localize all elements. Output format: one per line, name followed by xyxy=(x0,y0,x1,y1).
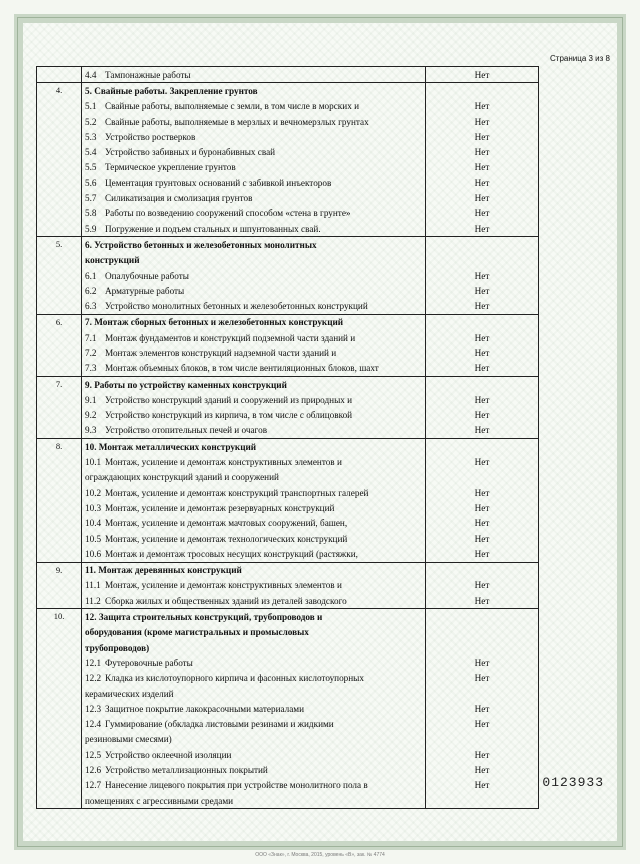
work-item xyxy=(85,144,422,159)
section-row xyxy=(37,439,539,562)
section-works-cell xyxy=(82,237,426,314)
printer-imprint: ООО «Знак», г. Москва, 2015, уровень «В», зак. № 4774 xyxy=(255,852,385,858)
work-item-text: Тампонажные работы xyxy=(105,69,191,80)
work-item xyxy=(85,114,422,129)
work-item-value: Нет xyxy=(474,580,490,591)
work-item-value: Нет xyxy=(474,363,490,374)
serial-number: 0123933 xyxy=(542,775,604,790)
work-item xyxy=(85,283,422,298)
section-header: 12. Защита строительных конструкций, трубопроводов и xyxy=(85,612,323,623)
work-item-code: 11.1 xyxy=(85,580,101,591)
work-item-code: 12.3 xyxy=(85,703,102,714)
section-header: конструкций xyxy=(85,255,140,266)
work-item-text: Свайные работы, выполняемые в мерзлых и вечномерзлых грунтах xyxy=(105,116,369,127)
work-item xyxy=(85,408,422,423)
work-item xyxy=(85,655,422,670)
work-item-value: Нет xyxy=(474,332,490,343)
work-item xyxy=(85,268,422,283)
work-item-text: Устройство конструкций из кирпича, в том числе с облицовкой xyxy=(105,410,353,421)
work-item-value: Нет xyxy=(474,502,490,513)
work-item-text: Монтаж элементов конструкций надземной части зданий и xyxy=(105,347,337,358)
work-item xyxy=(85,454,422,469)
section-values-cell xyxy=(426,67,539,83)
work-item-text: Погружение и подъем стальных и шпунтованных свай. xyxy=(105,223,321,234)
work-item xyxy=(85,175,422,190)
work-item-code: 5.3 xyxy=(85,131,97,142)
section-works-cell xyxy=(82,83,426,237)
work-item xyxy=(85,361,422,376)
work-item-code: 5.6 xyxy=(85,177,97,188)
work-item-text: Устройство ростверков xyxy=(105,131,196,142)
work-item xyxy=(85,423,422,438)
value-spacer xyxy=(429,439,535,454)
section-works-cell xyxy=(82,376,426,438)
work-item-value: Нет xyxy=(474,457,490,468)
work-item-code: 10.2 xyxy=(85,487,102,498)
work-item-code: 5.8 xyxy=(85,208,97,219)
work-item-code: 9.2 xyxy=(85,410,97,421)
work-item-code: 9.1 xyxy=(85,394,97,405)
value-spacer xyxy=(429,640,535,655)
work-item-text: Гуммирование (обкладка листовыми резинами и жидкими xyxy=(105,719,334,730)
work-item-text: Кладка из кислотоупорного кирпича и фасонных кислотоупорных xyxy=(105,673,364,684)
work-item-code: 6.1 xyxy=(85,270,97,281)
work-item-code: 5.7 xyxy=(85,193,97,204)
work-item xyxy=(85,778,422,793)
work-item-text: Цементация грунтовых оснований с забивкой инъекторов xyxy=(105,177,332,188)
section-row xyxy=(37,609,539,809)
work-item-text: Сборка жилых и общественных зданий из деталей заводского xyxy=(105,595,347,606)
work-item xyxy=(85,206,422,221)
work-item-value: Нет xyxy=(474,131,490,142)
section-header: 5. Свайные работы. Закрепление грунтов xyxy=(85,85,258,96)
work-item-text: Устройство монолитных бетонных и железобетонных конструкций xyxy=(105,301,368,312)
work-item-code: 11.2 xyxy=(85,595,101,606)
work-item-code: 10.1 xyxy=(85,457,102,468)
work-item-value: Нет xyxy=(474,270,490,281)
section-values-cell xyxy=(426,439,539,562)
section-row xyxy=(37,67,539,83)
work-item xyxy=(85,716,422,731)
value-spacer xyxy=(429,315,535,330)
section-row xyxy=(37,83,539,237)
section-number: 10. xyxy=(37,609,82,809)
work-item xyxy=(85,392,422,407)
work-item-value: Нет xyxy=(474,425,490,436)
value-spacer xyxy=(429,732,535,747)
work-item-value: Нет xyxy=(474,719,490,730)
work-item-text: Опалубочные работы xyxy=(105,270,189,281)
value-spacer xyxy=(429,237,535,252)
work-item xyxy=(85,500,422,515)
work-item-text: Арматурные работы xyxy=(105,285,185,296)
works-table xyxy=(36,66,539,809)
value-spacer xyxy=(429,470,535,485)
work-item-text: Устройство отопительных печей и очагов xyxy=(105,425,268,436)
work-item-text: Устройство оклеечной изоляции xyxy=(105,749,232,760)
work-item-value: Нет xyxy=(474,116,490,127)
work-item-value: Нет xyxy=(474,101,490,112)
work-item-code: 12.6 xyxy=(85,765,102,775)
work-item-text: Монтаж, усиление и демонтаж технологических конструкций xyxy=(105,533,348,544)
section-works-cell xyxy=(82,67,426,83)
section-number: 6. xyxy=(37,314,82,376)
section-values-cell xyxy=(426,237,539,314)
work-item-text: Нанесение лицевого покрытия при устройстве монолитного пола в xyxy=(105,780,368,791)
section-number: 5. xyxy=(37,237,82,314)
work-item-text: Монтаж, усиление и демонтаж конструктивных элементов и xyxy=(105,580,342,591)
work-item xyxy=(85,671,422,686)
work-item xyxy=(85,345,422,360)
work-item-text: Защитное покрытие лакокрасочными материалами xyxy=(105,703,305,714)
work-item-value: Нет xyxy=(474,548,490,559)
section-values-cell xyxy=(426,83,539,237)
section-works-cell xyxy=(82,314,426,376)
work-item-value: Нет xyxy=(474,410,490,421)
value-spacer xyxy=(429,686,535,701)
work-item-code: 12.2 xyxy=(85,673,102,684)
section-values-cell xyxy=(426,609,539,809)
work-item-text: Силикатизация и смолизация грунтов xyxy=(105,193,253,204)
work-item-code: 10.4 xyxy=(85,518,102,529)
work-item-code: 10.5 xyxy=(85,533,102,544)
work-item-value: Нет xyxy=(474,533,490,544)
section-header: 7. Монтаж сборных бетонных и железобетонных конструкций xyxy=(85,317,344,328)
work-item xyxy=(85,546,422,561)
work-item-value: Нет xyxy=(474,487,490,498)
section-row xyxy=(37,376,539,438)
work-item-code: 12.5 xyxy=(85,749,102,760)
work-item-code: 5.5 xyxy=(85,162,97,173)
work-item-code: 5.1 xyxy=(85,101,97,112)
work-item-value: Нет xyxy=(474,285,490,296)
section-number: 7. xyxy=(37,376,82,438)
section-number: 8. xyxy=(37,439,82,562)
work-item-code: 7.2 xyxy=(85,347,97,358)
section-header: 10. Монтаж металлических конструкций xyxy=(85,441,257,452)
work-item-continuation: помещениях с агрессивными средами xyxy=(85,795,234,806)
work-item-code: 6.3 xyxy=(85,301,97,312)
work-item xyxy=(85,578,422,593)
work-item-value: Нет xyxy=(474,703,490,714)
work-item-code: 10.6 xyxy=(85,548,102,559)
section-row xyxy=(37,314,539,376)
work-item-value: Нет xyxy=(474,162,490,173)
work-item-continuation: ограждающих конструкций зданий и сооружений xyxy=(85,472,279,483)
work-item-code: 5.9 xyxy=(85,223,97,234)
work-item-text: Футеровочные работы xyxy=(105,657,193,668)
work-item-code: 12.1 xyxy=(85,657,102,668)
work-item-code: 12.7 xyxy=(85,780,102,791)
work-item-text: Монтаж и демонтаж тросовых несущих конструкций (растяжки, xyxy=(105,548,358,559)
section-values-cell xyxy=(426,376,539,438)
work-item-code: 6.2 xyxy=(85,285,97,296)
work-item xyxy=(85,99,422,114)
work-item-text: Термическое укрепление грунтов xyxy=(105,162,236,173)
section-number: 9. xyxy=(37,562,82,609)
work-item-value: Нет xyxy=(474,301,490,312)
work-item-value: Нет xyxy=(474,147,490,158)
work-item-value: Нет xyxy=(474,223,490,234)
work-item-continuation: керамических изделий xyxy=(85,688,174,699)
page-number: Страница 3 из 8 xyxy=(550,54,610,63)
work-item-value: Нет xyxy=(474,193,490,204)
work-item-text: Устройство конструкций зданий и сооружений из природных и xyxy=(105,394,353,405)
value-spacer xyxy=(429,377,535,392)
work-item-code: 4.4 xyxy=(85,69,97,80)
section-row xyxy=(37,237,539,314)
section-header: 6. Устройство бетонных и железобетонных монолитных xyxy=(85,239,317,250)
work-item-value: Нет xyxy=(474,69,490,80)
work-item-value: Нет xyxy=(474,673,490,684)
work-item-code: 12.4 xyxy=(85,719,102,730)
section-number: 4. xyxy=(37,83,82,237)
work-item xyxy=(85,593,422,608)
work-item-text: Монтаж, усиление и демонтаж резервуарных конструкций xyxy=(105,502,335,513)
work-item-text: Свайные работы, выполняемые с земли, в том числе в морских и xyxy=(105,101,359,112)
value-spacer xyxy=(429,625,535,640)
work-item xyxy=(85,298,422,313)
work-item xyxy=(85,129,422,144)
work-item xyxy=(85,485,422,500)
work-item-value: Нет xyxy=(474,518,490,529)
work-item xyxy=(85,221,422,236)
work-item xyxy=(85,160,422,175)
value-spacer xyxy=(429,793,535,808)
work-item-text: Монтаж объемных блоков, в том числе вентиляционных блоков, шахт xyxy=(105,363,379,374)
work-item-text: Монтаж, усиление и демонтаж конструктивных элементов и xyxy=(105,457,342,468)
work-item-text: Работы по возведению сооружений способом «стена в грунте» xyxy=(105,208,351,219)
work-item-code: 10.3 xyxy=(85,502,102,513)
work-item-value: Нет xyxy=(474,177,490,188)
section-number xyxy=(37,67,82,83)
work-item-text: Монтаж, усиление и демонтаж мачтовых сооружений, башен, xyxy=(105,518,348,529)
work-item-code: 7.1 xyxy=(85,332,97,343)
work-item-value: Нет xyxy=(474,394,490,405)
value-spacer xyxy=(429,609,535,624)
section-row xyxy=(37,562,539,609)
work-item-code: 5.4 xyxy=(85,147,97,158)
section-values-cell xyxy=(426,562,539,609)
work-item-value: Нет xyxy=(474,595,490,606)
section-header: трубопроводов) xyxy=(85,642,150,653)
section-header: 9. Работы по устройству каменных конструкций xyxy=(85,379,287,390)
work-item xyxy=(85,747,422,762)
work-item xyxy=(85,516,422,531)
work-item-text: Устройство забивных и буронабивных свай xyxy=(105,147,276,158)
work-item xyxy=(85,701,422,716)
work-item-text: Монтаж, усиление и демонтаж конструкций транспортных галерей xyxy=(105,487,369,498)
value-spacer xyxy=(429,83,535,98)
section-header: 11. Монтаж деревянных конструкций xyxy=(85,565,242,576)
work-item-code: 5.2 xyxy=(85,116,97,127)
work-item xyxy=(85,67,422,82)
section-works-cell xyxy=(82,609,426,809)
work-item-value: Нет xyxy=(474,657,490,668)
work-item-text: Устройство металлизационных покрытий xyxy=(105,765,268,775)
work-item xyxy=(85,762,422,777)
value-spacer xyxy=(429,563,535,578)
work-item-value: Нет xyxy=(474,749,490,760)
section-works-cell xyxy=(82,562,426,609)
work-item-value: Нет xyxy=(474,780,490,791)
work-item-text: Монтаж фундаментов и конструкций подземной части зданий и xyxy=(105,332,356,343)
section-values-cell xyxy=(426,314,539,376)
work-item-value: Нет xyxy=(474,208,490,219)
work-item xyxy=(85,190,422,205)
section-header: оборудования (кроме магистральных и промысловых xyxy=(85,627,309,638)
work-item-code: 9.3 xyxy=(85,425,97,436)
work-item-code: 7.3 xyxy=(85,363,97,374)
work-item-value: Нет xyxy=(474,347,490,358)
work-item-continuation: резиновыми смесями) xyxy=(85,734,172,745)
work-item-value: Нет xyxy=(474,765,490,775)
section-works-cell xyxy=(82,439,426,562)
works-table-body xyxy=(37,67,539,809)
work-item xyxy=(85,330,422,345)
value-spacer xyxy=(429,253,535,268)
work-item xyxy=(85,531,422,546)
